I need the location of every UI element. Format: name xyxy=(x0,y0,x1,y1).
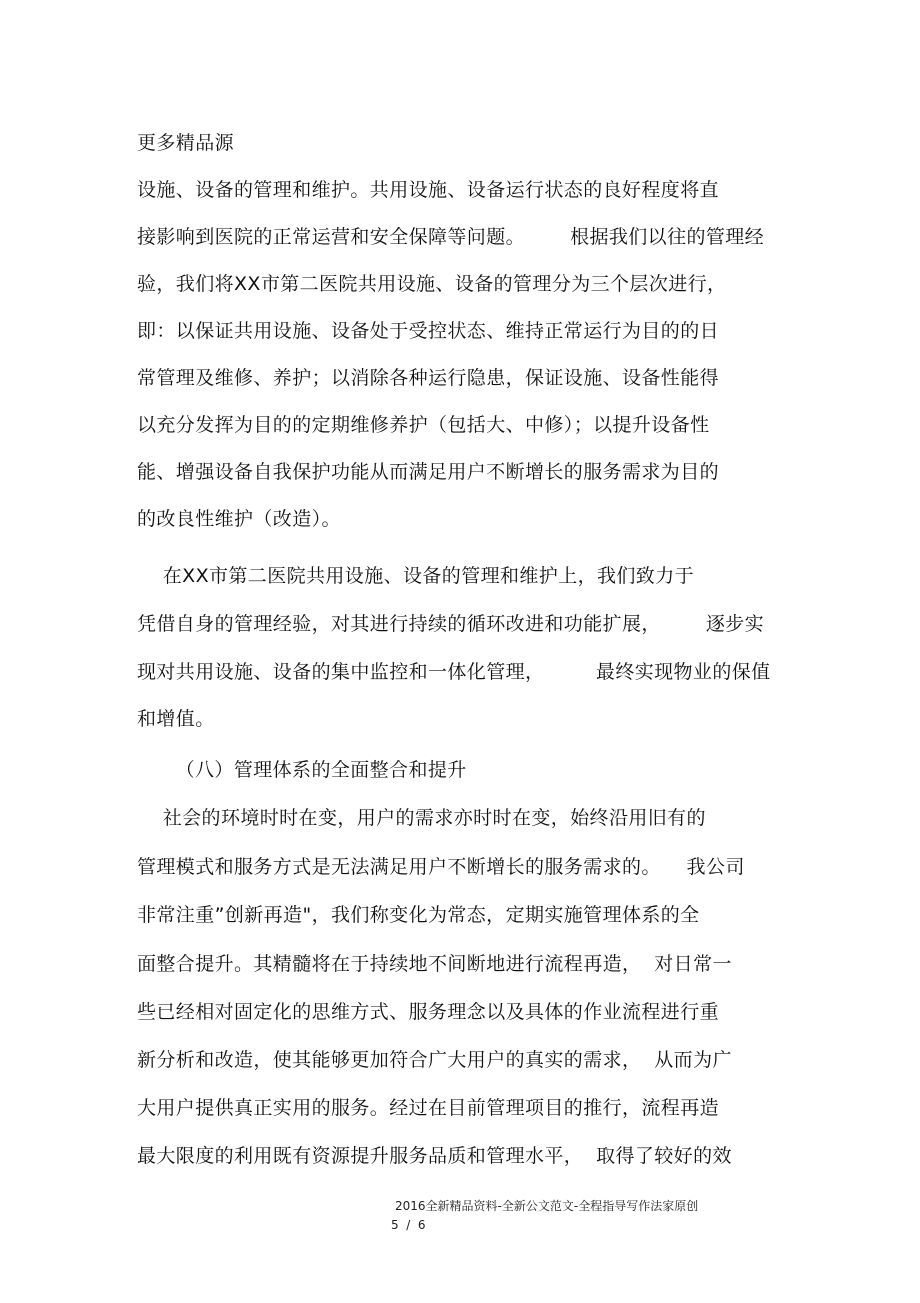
paragraph-line: 能、增强设备自我保护功能从而满足用户不断增长的服务需求为目的 xyxy=(137,461,720,483)
paragraph-line: 设施、设备的管理和维护。共用设施、设备运行状态的良好程度将直 xyxy=(137,179,720,201)
paragraph-line: 在XX市第二医院共用设施、设备的管理和维护上，我们致力于 xyxy=(137,565,694,587)
paragraph-line: 接影响到医院的正常运营和安全保障等问题。 根据我们以往的管理经 xyxy=(137,226,765,248)
section-heading: （八）管理体系的全面整合和提升 xyxy=(137,759,467,781)
paragraph-line: 些已经相对固定化的思维方式、服务理念以及具体的作业流程进行重 xyxy=(137,1001,720,1023)
paragraph-line: 大用户提供真正实用的服务。经过在目前管理项目的推行，流程再造 xyxy=(137,1097,720,1119)
paragraph-line: 面整合提升。其精髓将在于持续地不间断地进行流程再造， 对日常一 xyxy=(137,953,732,975)
paragraph-line: 即：以保证共用设施、设备处于受控状态、维持正常运行为目的的日 xyxy=(137,320,720,342)
footer-tagline: 2016全新精品资料-全新公文范文-全程指导写作法家原创 xyxy=(395,1199,699,1213)
paragraph-line: 凭借自身的管理经验，对其进行持续的循环改进和功能扩展， 逐步实 xyxy=(137,613,765,635)
paragraph-line: 管理模式和服务方式是无法满足用户不断增长的服务需求的。 我公司 xyxy=(137,856,745,878)
paragraph-line: 非常注重”创新再造"，我们称变化为常态，定期实施管理体系的全 xyxy=(137,904,700,926)
paragraph-line: 现对共用设施、设备的集中监控和一体化管理， 最终实现物业的保值 xyxy=(137,661,771,683)
page-number: 5 / 6 xyxy=(391,1218,426,1232)
paragraph-line: 以充分发挥为目的的定期维修养护（包括大、中修）；以提升设备性 xyxy=(137,414,710,436)
paragraph-line: 最大限度的利用既有资源提升服务品质和管理水平， 取得了较好的效 xyxy=(137,1145,732,1167)
paragraph-line: 的改良性维护（改造）。 xyxy=(137,508,341,530)
paragraph-line: 和增值。 xyxy=(137,708,215,730)
page-header-title: 更多精品源 xyxy=(137,132,235,154)
paragraph-line: 验，我们将XX市第二医院共用设施、设备的管理分为三个层次进行， xyxy=(137,273,727,295)
paragraph-line: 新分析和改造，使其能够更加符合广大用户的真实的需求， 从而为广 xyxy=(137,1049,732,1071)
paragraph-line: 社会的环境时时在变，用户的需求亦时时在变，始终沿用旧有的 xyxy=(137,807,706,829)
paragraph-line: 常管理及维修、养护；以消除各种运行隐患，保证设施、设备性能得 xyxy=(137,367,720,389)
